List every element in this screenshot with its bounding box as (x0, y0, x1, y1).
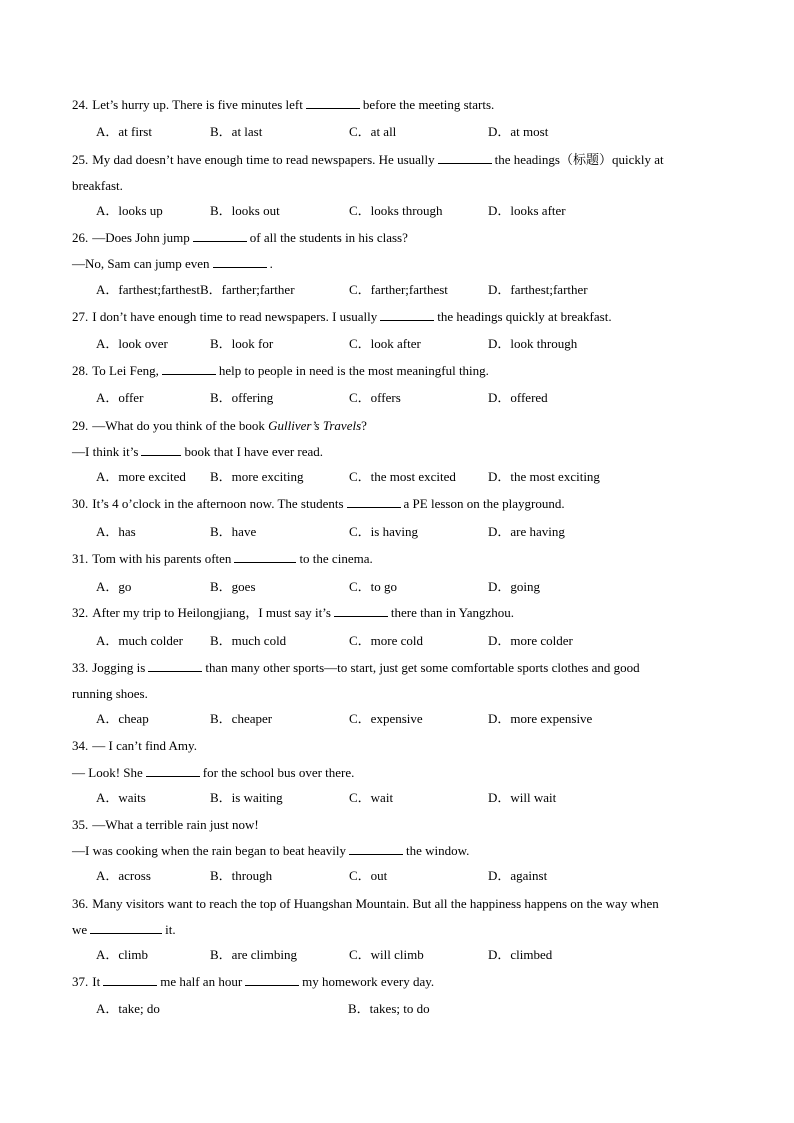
option-c[interactable]: C．expensive (349, 711, 423, 726)
option-c[interactable]: C．wait (349, 790, 394, 805)
answer-blank[interactable] (213, 253, 267, 268)
option-a[interactable]: A．take; do (96, 1001, 160, 1016)
question-35: 35. —What a terrible rain just now! (72, 817, 259, 832)
option-a-b[interactable]: A．farthest;farthestB．farther;farther (96, 282, 295, 297)
option-a[interactable]: A．across (96, 868, 151, 883)
answer-blank[interactable] (334, 602, 388, 617)
option-d[interactable]: D．will wait (488, 790, 557, 805)
question-27: 27. I don’t have enough time to read newspapers. I usually the headings quickly at breakfast. (72, 304, 722, 330)
option-d[interactable]: D．at most (488, 124, 549, 139)
option-d[interactable]: D．are having (488, 524, 565, 539)
question-34: 34. — I can’t find Amy. (72, 738, 197, 753)
option-d[interactable]: D．offered (488, 390, 548, 405)
option-a[interactable]: A．more excited (96, 469, 186, 484)
option-c[interactable]: C．the most excited (349, 469, 456, 484)
option-a[interactable]: A．go (96, 579, 132, 594)
option-a[interactable]: A．climb (96, 947, 148, 962)
options-31 (96, 574, 736, 600)
question-29: 29. —What do you think of the book Gulliver’s Travels? (72, 418, 367, 433)
option-a[interactable]: A．offer (96, 390, 144, 405)
option-d[interactable]: D．against (488, 868, 548, 883)
answer-blank[interactable] (234, 548, 296, 563)
options-34 (96, 785, 736, 811)
option-b[interactable]: B．takes; to do (348, 1001, 430, 1016)
option-b[interactable]: B．cheaper (210, 711, 273, 726)
answer-blank[interactable] (245, 971, 299, 986)
option-c[interactable]: C．to go (349, 579, 398, 594)
options-36 (96, 942, 736, 968)
answer-blank[interactable] (193, 227, 247, 242)
question-36-continued: we it. (72, 917, 176, 943)
answer-blank[interactable] (141, 441, 181, 456)
options-26 (96, 277, 736, 303)
options-27 (96, 331, 736, 357)
option-a[interactable]: A．has (96, 524, 136, 539)
question-33: 33. Jogging is than many other sports—to start, just get some comfortable sports clothes and good (72, 655, 722, 681)
option-b[interactable]: B．goes (210, 579, 256, 594)
question-28: 28. To Lei Feng, help to people in need is the most meaningful thing. (72, 358, 722, 384)
option-a[interactable]: A．look over (96, 336, 168, 351)
answer-blank[interactable] (438, 149, 492, 164)
options-30 (96, 519, 736, 545)
option-b[interactable]: B．look for (210, 336, 274, 351)
option-d[interactable]: D．more colder (488, 633, 573, 648)
option-d[interactable]: D．look through (488, 336, 578, 351)
answer-blank[interactable] (347, 493, 401, 508)
option-b[interactable]: B．offering (210, 390, 274, 405)
option-b[interactable]: B．through (210, 868, 273, 883)
option-a[interactable]: A．looks up (96, 203, 163, 218)
option-d[interactable]: D．climbed (488, 947, 553, 962)
question-25-continued: breakfast. (72, 178, 123, 193)
options-35 (96, 863, 736, 889)
question-32: 32. After my trip to Heilongjiang，I must say it’s there than in Yangzhou. (72, 600, 722, 626)
question-24: 24. Let’s hurry up. There is five minutes left before the meeting starts. (72, 92, 722, 118)
option-c[interactable]: C．will climb (349, 947, 424, 962)
option-d[interactable]: D．the most exciting (488, 469, 600, 484)
question-36: 36. Many visitors want to reach the top of Huangshan Mountain. But all the happiness happens on the way when (72, 896, 659, 911)
option-c[interactable]: C．offers (349, 390, 401, 405)
option-a[interactable]: A．at first (96, 124, 152, 139)
option-b[interactable]: B．at last (210, 124, 263, 139)
options-25 (96, 198, 736, 224)
option-a[interactable]: A．much colder (96, 633, 184, 648)
option-b[interactable]: B．are climbing (210, 947, 298, 962)
question-35-line-2: —I was cooking when the rain began to beat heavily the window. (72, 838, 469, 864)
answer-blank[interactable] (148, 657, 202, 672)
options-28 (96, 385, 736, 411)
option-a[interactable]: A．waits (96, 790, 146, 805)
option-c[interactable]: C．look after (349, 336, 421, 351)
option-b[interactable]: B．more exciting (210, 469, 304, 484)
option-c[interactable]: C．at all (349, 124, 397, 139)
option-d[interactable]: D．more expensive (488, 711, 593, 726)
option-c[interactable]: C．more cold (349, 633, 424, 648)
option-d[interactable]: D．going (488, 579, 541, 594)
question-26: 26. —Does John jump of all the students in his class? (72, 225, 722, 251)
answer-blank[interactable] (349, 840, 403, 855)
question-30: 30. It’s 4 o’clock in the afternoon now. The students a PE lesson on the playground. (72, 491, 722, 517)
options-32 (96, 628, 736, 654)
question-26-line-2: —No, Sam can jump even . (72, 251, 273, 277)
question-37: 37. It me half an hour my homework every day. (72, 969, 722, 995)
option-a[interactable]: A．cheap (96, 711, 149, 726)
answer-blank[interactable] (306, 94, 360, 109)
option-d[interactable]: D．looks after (488, 203, 566, 218)
question-29-line-2: —I think it’s book that I have ever read. (72, 439, 323, 465)
option-c[interactable]: C．is having (349, 524, 418, 539)
answer-blank[interactable] (146, 762, 200, 777)
options-29 (96, 464, 736, 490)
options-24 (96, 119, 736, 145)
option-b[interactable]: B．is waiting (210, 790, 283, 805)
answer-blank[interactable] (103, 971, 157, 986)
options-33 (96, 706, 736, 732)
option-b[interactable]: B．much cold (210, 633, 287, 648)
answer-blank[interactable] (162, 360, 216, 375)
option-c[interactable]: C．looks through (349, 203, 443, 218)
option-b[interactable]: B．have (210, 524, 257, 539)
book-title: Gulliver’s Travels (268, 418, 362, 433)
answer-blank[interactable] (90, 919, 162, 934)
question-34-line-2: — Look! She for the school bus over there. (72, 760, 354, 786)
options-37 (96, 996, 736, 1022)
option-c[interactable]: C．out (349, 868, 388, 883)
question-25: 25. My dad doesn’t have enough time to read newspapers. He usually the headings（标题）quickly at (72, 147, 722, 173)
option-d[interactable]: D．farthest;farther (488, 282, 588, 297)
option-c[interactable]: C．farther;farthest (349, 282, 448, 297)
option-b[interactable]: B．looks out (210, 203, 280, 218)
answer-blank[interactable] (380, 306, 434, 321)
question-33-continued: running shoes. (72, 686, 148, 701)
question-31: 31. Tom with his parents often to the cinema. (72, 546, 722, 572)
